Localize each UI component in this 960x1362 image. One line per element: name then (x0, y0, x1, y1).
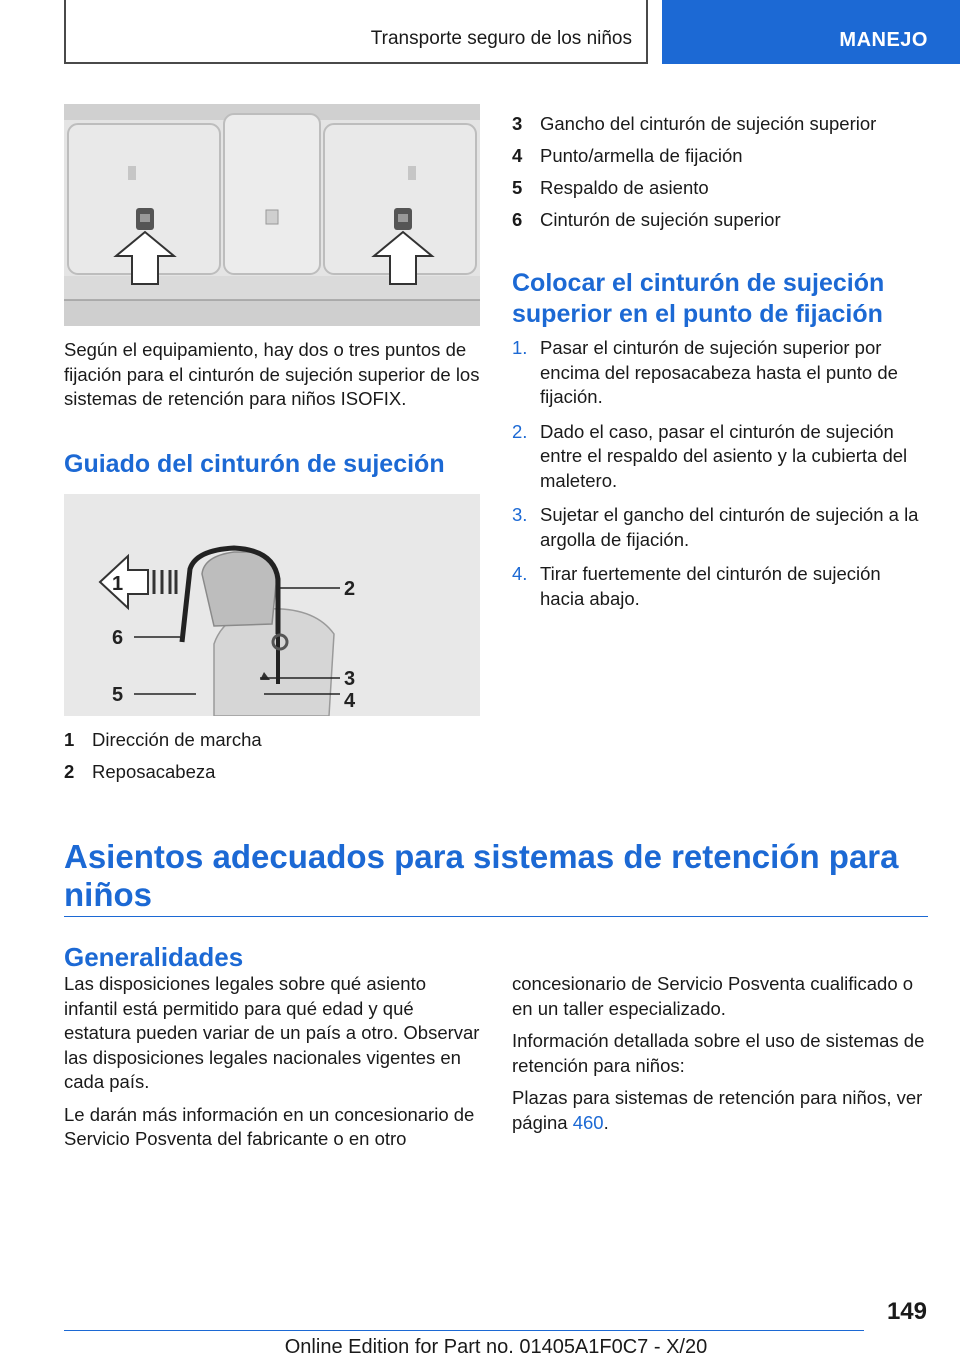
body-paragraph (512, 1086, 928, 1135)
legend-item (64, 756, 480, 788)
step-text: Sujetar el gancho del cinturón de sujeción a la argolla de fijación. (540, 504, 919, 550)
body-paragraph: Le darán más información en un concesionario de Servicio Posventa del fabricante o en otro (64, 1103, 475, 1149)
legend-text: Respaldo de asiento (540, 177, 709, 198)
section-title-line-2: niños (64, 876, 152, 913)
step-number: 1. (512, 337, 528, 358)
figure-label-2: 2 (344, 578, 356, 600)
punctuation: . (603, 1111, 609, 1133)
figure-label-6: 6 (112, 627, 124, 649)
chapter-title: Transporte seguro de los niños (370, 28, 632, 49)
tether-guide-heading: Guiado del cinturón de sujeción (64, 450, 445, 478)
figure-legend-left (64, 724, 480, 788)
body-paragraph: Las disposiciones legales sobre qué asiento infantil está permitido para qué edad y qué estatura pueden variar de un país a otro. Observar las disposiciones legales nacionales vigentes en cada país. (64, 973, 480, 1092)
figure-label-3: 3 (344, 668, 356, 690)
column-left (64, 972, 480, 1152)
step-number: 2. (512, 420, 528, 442)
legend-number: 5 (512, 177, 523, 198)
step-item (512, 336, 928, 410)
section-title (64, 838, 944, 914)
step-item (512, 562, 928, 611)
step-number: 3. (512, 504, 528, 525)
legend-text: Cinturón de sujeción superior (540, 209, 781, 230)
legend-number: 2 (64, 761, 75, 782)
anchor-points-figure (64, 104, 480, 326)
legend-item (64, 724, 480, 756)
step-number: 4. (512, 563, 528, 584)
intro-paragraph: Según el equipamiento, hay dos o tres puntos de fijación para el cinturón de sujeción superior de los sistemas de retención para niños ISOFIX. (64, 339, 480, 409)
footer-divider (64, 1330, 864, 1331)
step-text: Tirar fuertemente del cinturón de sujeción hacia abajo. (540, 563, 881, 609)
footer-edition: Online Edition for Part no. 01405A1F0C7 - X/20 (284, 1336, 708, 1358)
subsection-title: Generalidades (64, 942, 244, 972)
section-title-line-1: Asientos adecuados para sistemas de retención para (64, 838, 899, 875)
heading-line-2: superior en el punto de fijación (512, 300, 883, 328)
figure-label-1: 1 (112, 573, 124, 595)
attach-tether-heading (512, 268, 932, 330)
tether-guide-figure (64, 494, 480, 716)
step-text: Pasar el cinturón de sujeción superior por encima del reposacabeza hasta el punto de fijación. (540, 337, 898, 407)
cross-reference-text: Plazas para sistemas de retención para niños, ver página (512, 1087, 923, 1133)
page-link[interactable]: 460 (572, 1111, 604, 1133)
legend-number: 1 (64, 729, 75, 750)
body-paragraph: concesionario de Servicio Posventa cualificado o en un taller especializado. (512, 973, 914, 1019)
tether-illustration (64, 494, 480, 716)
legend-text: Reposacabeza (92, 761, 216, 782)
figure-label-5: 5 (112, 684, 124, 706)
legend-item (512, 204, 928, 236)
legend-item (512, 108, 928, 140)
heading-line-1: Colocar el cinturón de sujeción (512, 269, 885, 297)
legend-text: Gancho del cinturón de sujeción superior (540, 113, 877, 134)
step-item (512, 420, 928, 494)
legend-text: Dirección de marcha (92, 729, 262, 750)
step-text: Dado el caso, pasar el cinturón de sujeción entre el respaldo del asiento y la cubierta del maletero. (540, 420, 908, 491)
legend-item (512, 172, 928, 204)
legend-text: Punto/armella de fijación (540, 145, 743, 166)
running-header (64, 0, 648, 64)
step-item (512, 503, 928, 552)
legend-item (512, 140, 928, 172)
page-number: 149 (886, 1298, 927, 1325)
legend-number: 3 (512, 113, 523, 134)
procedure-steps (512, 336, 928, 621)
body-paragraph: Información detallada sobre el uso de sistemas de retención para niños: (512, 1030, 925, 1076)
figure-label-4: 4 (344, 690, 356, 712)
section-divider (64, 916, 928, 917)
legend-number: 6 (512, 209, 523, 230)
column-right (512, 972, 928, 1135)
section-tab[interactable] (662, 0, 960, 64)
figure-legend-right (512, 108, 928, 236)
section-tab-label: MANEJO (839, 29, 928, 51)
legend-number: 4 (512, 145, 523, 166)
anchor-points-illustration (64, 104, 480, 326)
